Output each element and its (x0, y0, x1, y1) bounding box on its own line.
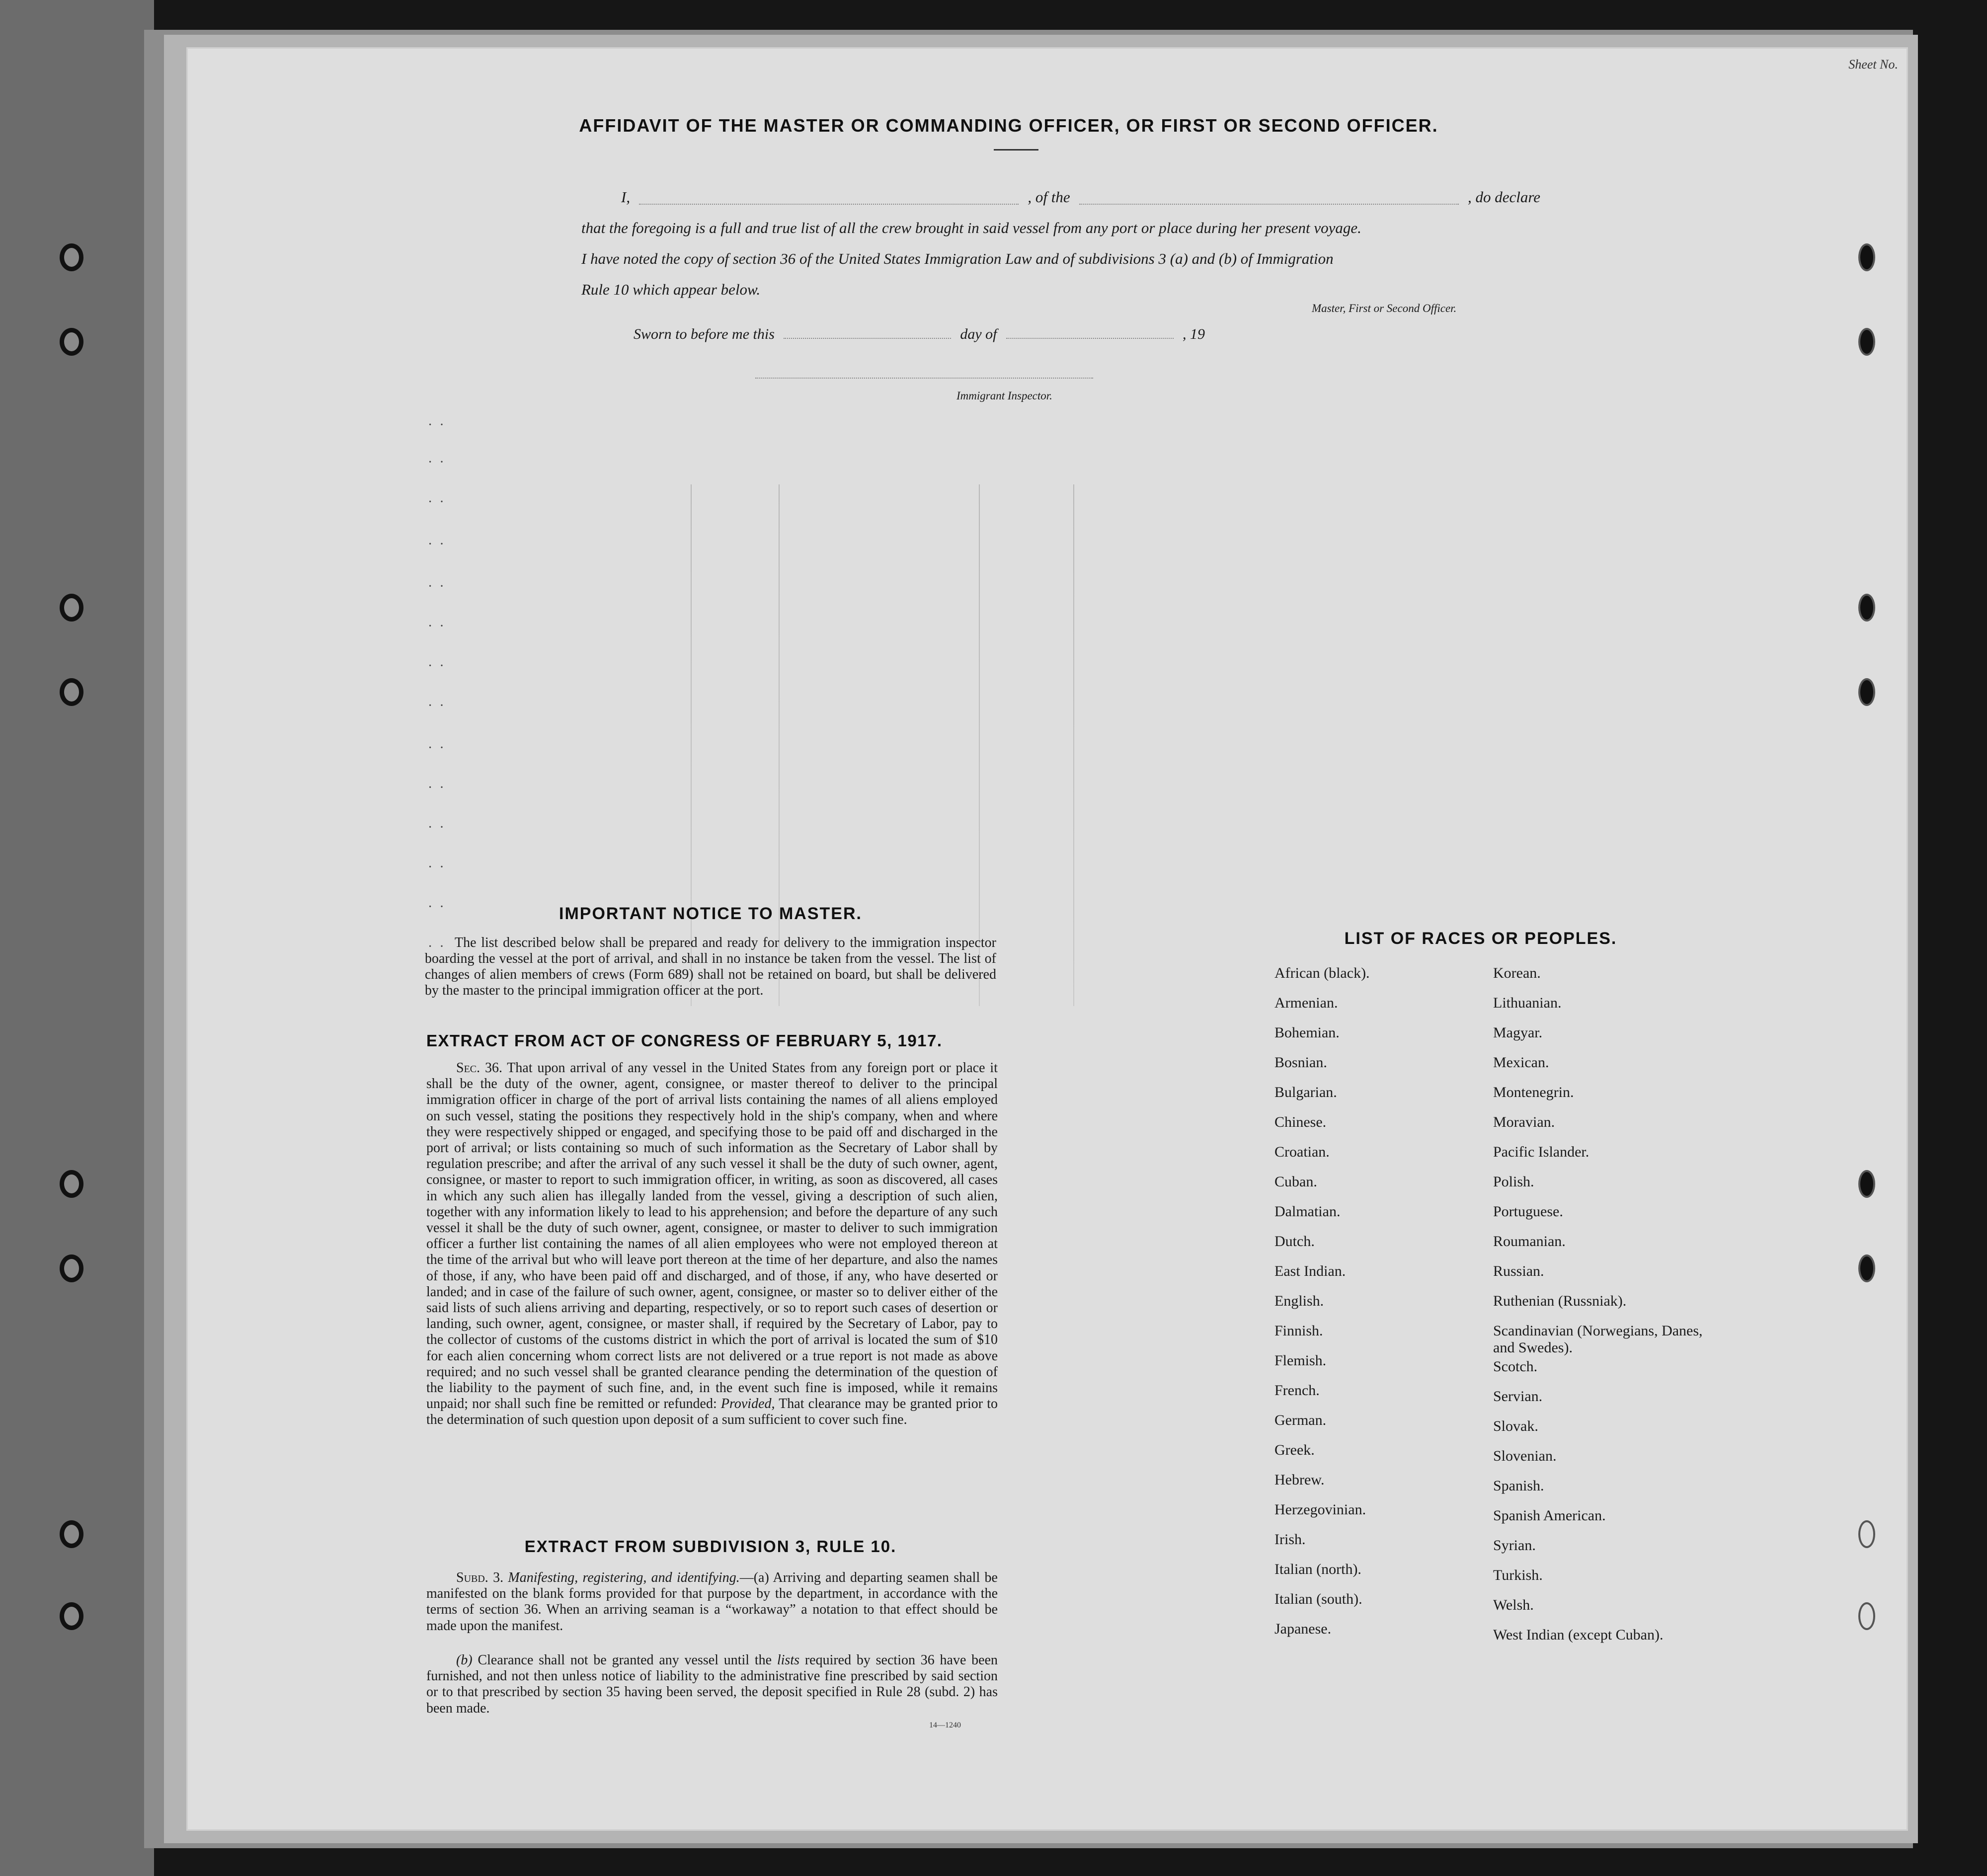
day-blank-field[interactable] (784, 338, 951, 339)
extract-act-title: EXTRACT FROM ACT OF CONGRESS OF FEBRUARY 5, 1917. (426, 1031, 943, 1050)
affidavit-title: AFFIDAVIT OF THE MASTER OR COMMANDING OFFICER, OR FIRST OR SECOND OFFICER. (579, 115, 1438, 136)
punch-hole-icon (1858, 678, 1875, 706)
binder-hole-icon (60, 1520, 83, 1548)
binder-hole-icon (60, 1602, 83, 1630)
race-item: Turkish. (1493, 1567, 1543, 1583)
race-item: Russian. (1493, 1263, 1544, 1279)
tick-mark: · · (428, 899, 444, 915)
tick-mark: · · (428, 740, 444, 756)
race-item: Herzegovinian. (1274, 1501, 1366, 1518)
tick-mark: · · (428, 619, 444, 634)
race-item: Portuguese. (1493, 1203, 1563, 1220)
race-item: Slovenian. (1493, 1448, 1557, 1464)
tick-mark: · · (428, 939, 444, 954)
race-item: German. (1274, 1412, 1327, 1428)
binder-hole-icon (60, 328, 83, 356)
race-item: Magyar. (1493, 1024, 1543, 1041)
punch-hole-icon (1858, 328, 1875, 356)
affidavit-i: I, (621, 188, 631, 206)
signature-caption: Master, First or Second Officer. (1312, 302, 1457, 314)
sheet-number-label: Sheet No. (1848, 57, 1898, 72)
race-item: Chinese. (1274, 1114, 1327, 1130)
race-item: Cuban. (1274, 1173, 1317, 1190)
race-item: Korean. (1493, 965, 1541, 981)
tick-mark: · · (428, 780, 444, 795)
vessel-blank-field[interactable] (1079, 182, 1459, 205)
race-item: Montenegrin. (1493, 1084, 1574, 1100)
notice-body: The list described below shall be prepared and ready for delivery to the immigration inspector boarding the vessel at the port of arrival, and shall in no instance be taken from the vessel. The list of changes of alien members of crews (Form 689) shall not be retained on board, but shall be delivered by the master to the principal immigration officer at the port. (425, 935, 996, 998)
race-item: Spanish American. (1493, 1507, 1606, 1524)
race-item: Moravian. (1493, 1114, 1555, 1130)
binder-hole-icon (60, 1170, 83, 1198)
tick-mark: · · (428, 658, 444, 674)
tick-mark: · · (428, 537, 444, 552)
para-b-text-1: Clearance shall not be granted any vessel until the (477, 1652, 772, 1668)
affidavit-line-3: I have noted the copy of section 36 of the United States Immigration Law and of subdivisions 3 (a) and (b) of Immigration (581, 250, 1334, 267)
tick-mark: · · (428, 860, 444, 875)
race-item: Irish. (1274, 1531, 1306, 1548)
races-left-column (1274, 965, 1493, 1650)
binder-hole-icon (60, 678, 83, 706)
section-36-body: That upon arrival of any vessel in the United States from any foreign port or place it shall be the duty of the owner, agent, consignee, or master thereof to deliver to the principal immigration officer in charge of the port of arrival lists containing the names of all aliens employed on such vessel, stating the positions they respectively hold in the ship's company, when and where they were respectively shipped or engaged, and specifying those to be paid off and discharged in the port of arrival; or lists containing so much of such information as the Secretary of Labor shall by regulation prescribe; and after the arrival of any such vessel it shall be the duty of such owner, agent, consignee, or master to report to such immigration officer, in writing, as soon as discovered, all cases in which any such alien has illegally landed from the vessel, giving a description of such alien, together with any information likely to lead to his apprehension; and before the departure of any such vessel it shall be the duty of such owner, agent, consignee, or master to deliver to such immigration officer a further list containing the names of all alien employees who were not employed thereon at the time of the arrival but who will leave port thereon at the time of her departure, and also the names of those, if any, who have been paid off and discharged, and of those, if any, who have deserted or landed; and in case of the failure of such owner, agent, consignee, or master so to deliver either of the said lists of such aliens arriving and departing, respectively, or so to report such cases of desertion or landing, such owner, agent, consignee, or master shall, if required by the Secretary of Labor, pay to the collector of customs of the customs district in which the port of arrival is located the sum of $10 for each alien concerning whom correct lists are not delivered or a true report is not made as above required; and no such vessel shall be granted clearance pending the determination of the question of the liability to the payment of such fine, and, in the event such fine is imposed, while it remains unpaid; nor shall such fine be remitted or refunded: (426, 1060, 998, 1412)
race-item: West Indian (except Cuban). (1493, 1627, 1664, 1643)
race-item: Italian (south). (1274, 1591, 1362, 1607)
section-36-text (426, 1060, 998, 1428)
subdivision-heading: Manifesting, registering, and identifying. (508, 1570, 740, 1585)
race-item: Polish. (1493, 1173, 1534, 1190)
punch-hole-icon (1858, 1170, 1875, 1198)
affidavit-text (581, 182, 1540, 305)
name-blank-field[interactable] (639, 182, 1019, 205)
punch-hole-icon (1858, 1520, 1875, 1548)
race-item: Bosnian. (1274, 1054, 1327, 1071)
section-36-end: That clearance may be granted prior to the determination of such question upon deposit of a sum sufficient to cover such fine. (426, 1396, 998, 1428)
day-of-label: day of (960, 326, 997, 342)
tick-mark: · · (428, 417, 444, 433)
race-item: Lithuanian. (1493, 995, 1562, 1011)
tick-mark: · · (428, 494, 444, 510)
race-item: Pacific Islander. (1493, 1144, 1590, 1160)
race-item: Scotch. (1493, 1358, 1538, 1375)
race-item: Roumanian. (1493, 1233, 1566, 1250)
race-item: Spanish. (1493, 1478, 1544, 1494)
month-blank-field[interactable] (1006, 338, 1174, 339)
year-label: , 19 (1183, 326, 1205, 342)
subdivision-3-text (426, 1570, 998, 1634)
inspector-signature-field[interactable] (755, 378, 1093, 379)
tick-mark: · · (428, 455, 444, 470)
race-item: Hebrew. (1274, 1472, 1325, 1488)
race-item: Japanese. (1274, 1621, 1332, 1637)
race-item: Ruthenian (Russniak). (1493, 1293, 1627, 1309)
punch-hole-icon (1858, 594, 1875, 622)
form-number: 14—1240 (929, 1721, 961, 1729)
bleedthrough-rule (779, 484, 780, 1006)
race-item: Italian (north). (1274, 1561, 1361, 1577)
race-item: English. (1274, 1293, 1324, 1309)
affidavit-line-1 (581, 182, 1540, 213)
binder-hole-icon (60, 243, 83, 271)
punch-hole-icon (1858, 1254, 1875, 1282)
race-item: African (black). (1274, 965, 1370, 981)
provided-word: Provided, (720, 1396, 775, 1412)
races-right-column (1493, 965, 1712, 1656)
race-item: Croatian. (1274, 1144, 1330, 1160)
race-item: Slovak. (1493, 1418, 1538, 1434)
inspector-caption: Immigrant Inspector. (956, 390, 1052, 402)
race-item: Dutch. (1274, 1233, 1315, 1250)
bleedthrough-rule (691, 484, 692, 1006)
binder-hole-icon (60, 1254, 83, 1282)
affidavit-declare: , do declare (1467, 188, 1541, 206)
race-item: Dalmatian. (1274, 1203, 1341, 1220)
tick-mark: · · (428, 820, 444, 835)
para-b-lists: lists (777, 1652, 800, 1668)
race-item: East Indian. (1274, 1263, 1346, 1279)
para-b-label: (b) (456, 1652, 473, 1668)
race-item: Scandinavian (Norwegians, Danes, and Swedes). (1493, 1323, 1703, 1356)
affidavit-line-2: that the foregoing is a full and true list of all the crew brought in said vessel from any port or place during her present voyage. (581, 219, 1361, 236)
binder-strip (0, 0, 154, 1876)
race-item: Bohemian. (1274, 1024, 1340, 1041)
race-item: Greek. (1274, 1442, 1315, 1458)
punch-hole-icon (1858, 1602, 1875, 1630)
title-divider (994, 149, 1038, 151)
race-item: Servian. (1493, 1388, 1543, 1405)
section-label: Sec. 36. (456, 1060, 502, 1076)
sworn-row (634, 326, 1205, 343)
subdivision-label: Subd. 3. (456, 1570, 504, 1585)
notice-title: IMPORTANT NOTICE TO MASTER. (559, 904, 862, 923)
binder-hole-icon (60, 594, 83, 622)
races-title: LIST OF RACES OR PEOPLES. (1344, 929, 1617, 948)
race-item: Finnish. (1274, 1323, 1323, 1339)
tick-mark: · · (428, 698, 444, 713)
subdivision-para-b (426, 1652, 998, 1717)
bleedthrough-rule (1073, 484, 1074, 1006)
race-item: Bulgarian. (1274, 1084, 1337, 1100)
tick-mark: · · (428, 579, 444, 594)
punch-hole-icon (1858, 243, 1875, 271)
subdivision-para-a: —(a) Arriving and departing seamen shall be manifested on the blank forms provided for that purpose by the department, in accordance with the terms of section 36. When an arriving seaman is a “workaway” a notation to that effect should be made upon the manifest. (426, 1570, 998, 1634)
affidavit-of-the: , of the (1028, 188, 1070, 206)
race-item: Syrian. (1493, 1537, 1536, 1554)
affidavit-line-4: Rule 10 which appear below. (581, 281, 761, 298)
race-item: Mexican. (1493, 1054, 1549, 1071)
bleedthrough-rule (979, 484, 980, 1006)
para-b-text-2: required by section 36 have been furnished, and not then unless notice of liability to the administrative fine prescribed by said section or to that prescribed by section 35 having been served, the deposit specified in Rule 28 (subd. 2) has been made. (426, 1652, 998, 1716)
extract-rule-title: EXTRACT FROM SUBDIVISION 3, RULE 10. (524, 1537, 897, 1556)
race-item: French. (1274, 1382, 1320, 1399)
sworn-label: Sworn to before me this (634, 326, 775, 342)
race-item: Armenian. (1274, 995, 1338, 1011)
race-item: Welsh. (1493, 1597, 1534, 1613)
race-item: Flemish. (1274, 1352, 1327, 1369)
